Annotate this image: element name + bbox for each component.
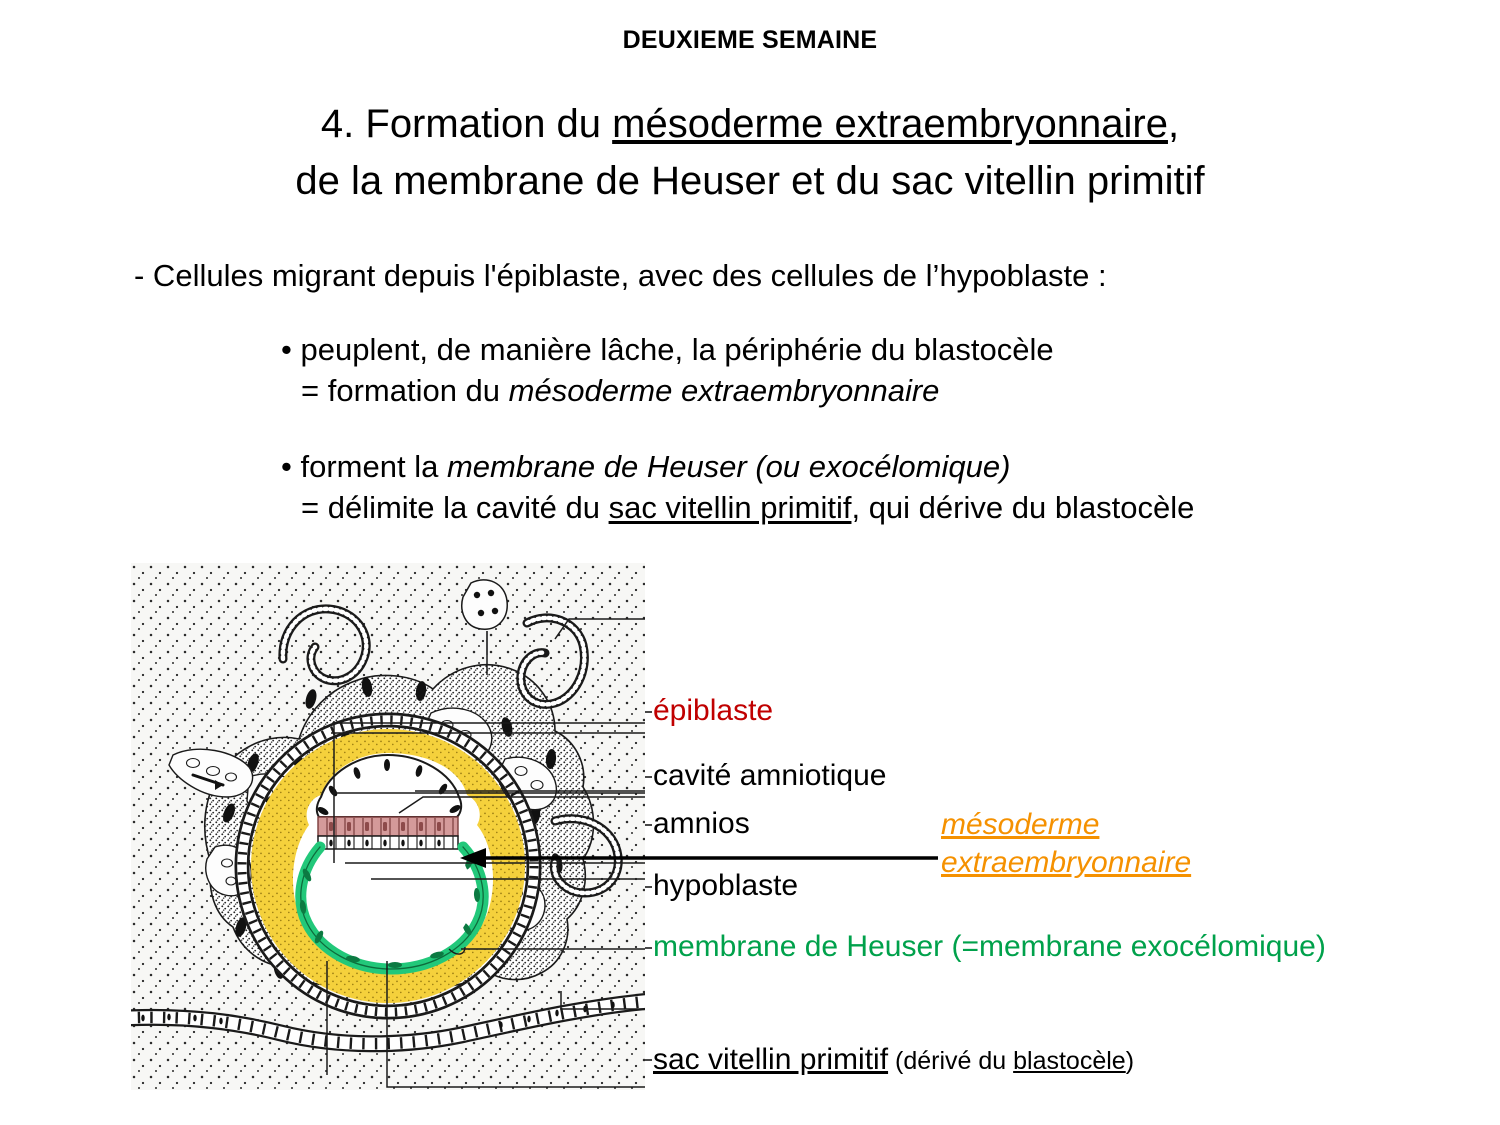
label-sac-main: sac vitellin primitif (653, 1043, 889, 1076)
embryo-section-diagram (131, 563, 645, 1090)
title-line-2: de la membrane de Heuser et du sac vitellin primitif (295, 158, 1205, 203)
bullet-1-line-2 (281, 371, 1054, 412)
bullet-1-text: peuplent, de manière lâche, la périphérie du blastocèle (300, 332, 1054, 367)
title-underlined-term: mésoderme extraembryonnaire (612, 102, 1168, 146)
histology-figure (131, 563, 645, 1090)
label-membrane-heuser: membrane de Heuser (=membrane exocélomique) (653, 930, 1326, 963)
bullet-2-underlined-term: sac vitellin primitif (608, 489, 852, 525)
bullet-2-italic-term: membrane de Heuser (ou exocélomique) (446, 449, 1011, 484)
bullet-1-line-1 (281, 330, 1054, 371)
bullet-2-line-1 (281, 447, 1194, 488)
title-prefix: 4. Formation du (320, 102, 613, 146)
bullet-marker: • (281, 332, 292, 367)
intro-text: - Cellules migrant depuis l'épiblaste, avec des cellules de l’hypoblaste : (134, 258, 1107, 293)
bullet-marker: • (281, 449, 292, 484)
bullet-1-eq-prefix: = formation du (301, 372, 509, 408)
hypoblast-layer (318, 836, 458, 849)
bullet-block-2 (281, 447, 1194, 529)
label-mesoderme-extraembryonnaire (941, 806, 1191, 883)
label-mesoderme-line1: mésoderme (941, 808, 1100, 841)
bullet-block-1 (281, 330, 1054, 412)
bullet-2-line-2 (281, 488, 1194, 529)
bullet-1-italic-term: mésoderme extraembryonnaire (508, 372, 940, 408)
title-line-1 (0, 96, 1500, 153)
label-sac-paren-term: blastocèle (1013, 1047, 1126, 1075)
bullet-2-eq-prefix: = délimite la cavité du (301, 489, 609, 525)
label-sac-paren-open: (dérivé du (888, 1047, 1014, 1075)
epiblast-disc (318, 817, 458, 836)
label-hypoblaste: hypoblaste (653, 869, 799, 902)
label-sac-paren-close: ) (1125, 1047, 1135, 1075)
title-suffix: , (1167, 102, 1180, 146)
slide-header: DEUXIEME SEMAINE (622, 26, 878, 54)
label-amnios: amnios (653, 807, 750, 840)
label-sac-vitellin-primitif (653, 1043, 1134, 1077)
label-sac-paren (888, 1047, 1134, 1075)
bullet-2-prefix: forment la (300, 449, 447, 484)
page-title (0, 96, 1500, 210)
bullet-2-suffix: , qui dérive du blastocèle (851, 489, 1195, 525)
label-epiblaste: épiblaste (653, 694, 774, 727)
label-mesoderme-line2: extraembryonnaire (941, 846, 1192, 880)
label-cavite-amniotique: cavité amniotique (653, 759, 887, 792)
